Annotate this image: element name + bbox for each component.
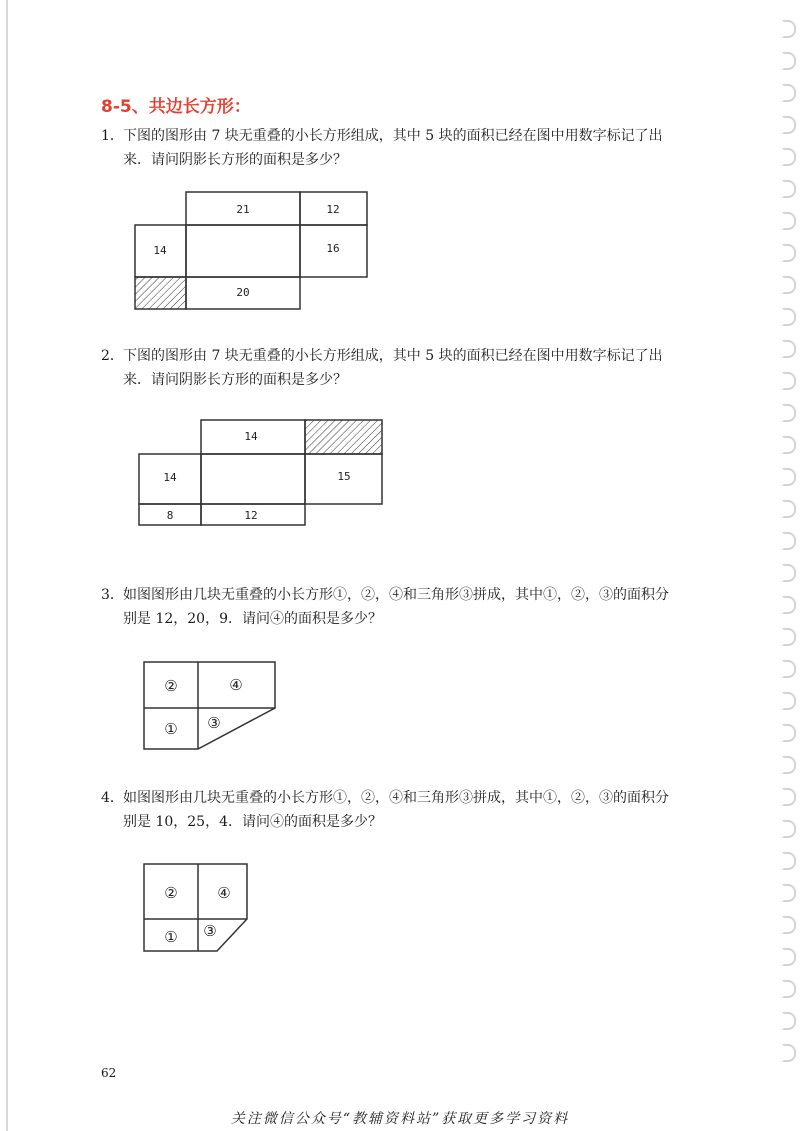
binding-ring <box>782 564 796 582</box>
label-8: 8 <box>166 509 174 522</box>
binding-ring <box>782 340 796 358</box>
binding-ring <box>782 404 796 422</box>
question-text-line2: 来．请问阴影长方形的面积是多少？ <box>123 152 347 168</box>
binding-ring <box>782 788 796 806</box>
binding-ring <box>782 724 796 742</box>
shaded-rect <box>135 277 186 309</box>
label-4: ④ <box>217 884 231 902</box>
rect-center <box>201 454 305 504</box>
binding-ring <box>782 500 796 518</box>
question-2 <box>101 344 721 392</box>
figure-1 <box>130 186 375 314</box>
label-1: ① <box>164 720 178 738</box>
binding-ring <box>782 468 796 486</box>
label-20: 20 <box>236 286 250 299</box>
binding-ring <box>782 276 796 294</box>
binding-ring <box>782 916 796 934</box>
shaded-rect <box>305 420 382 454</box>
binding-ring <box>782 948 796 966</box>
question-1 <box>101 124 721 172</box>
binding-ring <box>782 116 796 134</box>
question-text-line2: 来．请问阴影长方形的面积是多少？ <box>123 372 347 388</box>
binding-ring <box>782 372 796 390</box>
label-16: 16 <box>326 242 340 255</box>
label-1: ① <box>164 928 178 946</box>
page-edge <box>6 0 8 1131</box>
binding-ring <box>782 532 796 550</box>
question-text-line2: 别是 12，20，9．请问④的面积是多少？ <box>123 611 382 627</box>
binding-ring <box>782 212 796 230</box>
label-21: 21 <box>236 203 250 216</box>
label-2: ② <box>164 884 178 902</box>
question-number: 2． <box>101 348 124 364</box>
binding-ring <box>782 628 796 646</box>
section-title: 8-5、共边长方形： <box>101 97 251 117</box>
figure-3 <box>140 658 280 754</box>
binding-ring <box>782 52 796 70</box>
binding-ring <box>782 148 796 166</box>
binding-ring <box>782 692 796 710</box>
figure-2 <box>135 415 390 530</box>
binding-ring <box>782 1044 796 1062</box>
label-3: ③ <box>207 714 221 732</box>
binding-ring <box>782 308 796 326</box>
question-number: 3． <box>101 587 124 603</box>
label-14-left: 14 <box>163 471 177 484</box>
question-number: 1． <box>101 128 124 144</box>
binding-ring <box>782 852 796 870</box>
question-text-line1: 如图图形由几块无重叠的小长方形①，②，④和三角形③拼成，其中①，②，③的面积分 <box>123 790 669 806</box>
binding-ring <box>782 180 796 198</box>
binding-ring <box>782 244 796 262</box>
binding-ring <box>782 980 796 998</box>
question-text-line1: 下图的图形由 7 块无重叠的小长方形组成，其中 5 块的面积已经在图中用数字标记了出 <box>123 128 663 144</box>
question-text-line1: 如图图形由几块无重叠的小长方形①，②，④和三角形③拼成，其中①，②，③的面积分 <box>123 587 669 603</box>
label-2: ② <box>164 677 178 695</box>
page-number: 62 <box>101 1066 117 1080</box>
label-14-top: 14 <box>244 430 258 443</box>
figure-4 <box>140 860 252 956</box>
outline <box>144 864 247 951</box>
binding-ring <box>782 820 796 838</box>
label-3: ③ <box>203 922 217 940</box>
question-3 <box>101 583 721 631</box>
rect-center <box>186 225 300 277</box>
spiral-binding <box>778 20 798 1080</box>
footer-note: 关注微信公众号“教辅资料站”获取更多学习资料 <box>230 1111 570 1127</box>
binding-ring <box>782 1012 796 1030</box>
question-text-line2: 别是 10，25，4．请问④的面积是多少？ <box>123 814 382 830</box>
label-12: 12 <box>326 203 340 216</box>
binding-ring <box>782 20 796 38</box>
binding-ring <box>782 596 796 614</box>
binding-ring <box>782 436 796 454</box>
question-number: 4． <box>101 790 124 806</box>
label-14: 14 <box>153 244 167 257</box>
binding-ring <box>782 884 796 902</box>
label-4: ④ <box>229 676 243 694</box>
question-4 <box>101 786 721 834</box>
binding-ring <box>782 756 796 774</box>
label-12: 12 <box>244 509 258 522</box>
question-text-line1: 下图的图形由 7 块无重叠的小长方形组成，其中 5 块的面积已经在图中用数字标记了出 <box>123 348 663 364</box>
label-15: 15 <box>337 470 351 483</box>
binding-ring <box>782 84 796 102</box>
binding-ring <box>782 660 796 678</box>
